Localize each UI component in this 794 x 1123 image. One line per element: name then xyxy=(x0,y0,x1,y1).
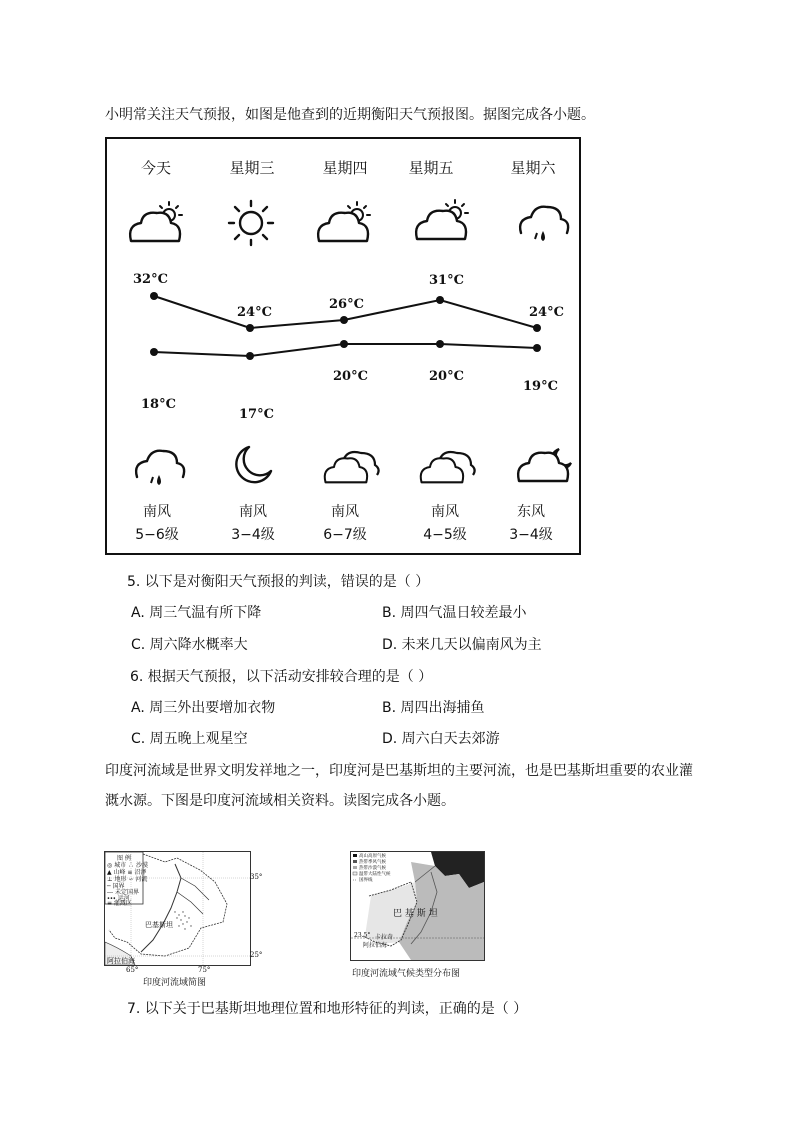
rain-icon xyxy=(136,451,184,485)
question-6-option-b[interactable]: B. 周四出海捕鱼 xyxy=(382,700,485,716)
map1-legend-item: ≡ 灌溉区 xyxy=(107,900,132,907)
question-5-stem: 5. 以下是对衡阳天气预报的判读，错误的是（ ） xyxy=(127,574,430,590)
low-temp-point-1 xyxy=(246,352,254,360)
cloudy-icon xyxy=(325,452,379,482)
map2-city-label: 卡拉奇 xyxy=(375,934,394,941)
high-temp-point-3 xyxy=(436,296,444,304)
wind-info-2 xyxy=(305,501,385,547)
weather-forecast-figure xyxy=(105,137,581,555)
question-5-option-c[interactable]: C. 周六降水概率大 xyxy=(131,637,248,653)
map1-sea-label: 阿拉伯海 xyxy=(107,957,135,965)
high-temp-point-4 xyxy=(533,324,541,332)
day-label-3: 星期五 xyxy=(408,159,454,177)
map1-lon-left: 65° xyxy=(126,966,139,974)
wind-direction: 南风 xyxy=(143,504,171,520)
wind-level: 3−4级 xyxy=(509,527,553,543)
high-temp-point-0 xyxy=(150,292,158,300)
map1-legend-item: ◎ 城市 ∴ 沙漠 xyxy=(107,862,148,869)
low-temp-line xyxy=(150,340,541,360)
partly-cloudy-icon xyxy=(416,200,468,239)
map2-legend-item: 热带沙漠气候 xyxy=(359,866,386,871)
low-temp-label-4: 19°C xyxy=(523,379,558,394)
map2-caption: 印度河流域气候类型分布图 xyxy=(352,969,461,979)
map1-legend-title: 图 例 xyxy=(117,855,131,862)
day-label-2: 星期四 xyxy=(322,159,368,177)
map1-lat-top: 35° xyxy=(250,873,263,881)
map1-legend-item: ─ 国界 xyxy=(107,883,125,890)
low-temp-point-3 xyxy=(436,340,444,348)
moon-icon xyxy=(236,447,271,482)
map1-legend-item: ⊥ 地形 ∽ 河流 xyxy=(107,876,148,883)
high-temp-label-2: 26°C xyxy=(329,297,364,312)
map1-caption: 印度河流域简图 xyxy=(143,978,207,988)
map1-legend-item: --- 未定国界 xyxy=(107,889,139,896)
wind-info-1 xyxy=(213,501,293,547)
question-5-option-d[interactable]: D. 未来几天以偏南风为主 xyxy=(382,637,542,653)
question-6-option-a[interactable]: A. 周三外出要增加衣物 xyxy=(131,700,276,716)
map1-legend-item: ∙∙∙ 运河 xyxy=(107,895,130,902)
map2-legend-item: 高山高原气候 xyxy=(359,854,386,859)
wind-info-4 xyxy=(491,501,571,547)
wind-level: 3−4级 xyxy=(231,527,275,543)
wind-level: 5−6级 xyxy=(135,527,179,543)
low-temp-point-0 xyxy=(150,348,158,356)
map1-lat-bottom: 25° xyxy=(250,951,263,959)
low-temp-label-0: 18°C xyxy=(141,397,176,412)
intro-paragraph-1: 小明常关注天气预报，如图是他查到的近期衡阳天气预报图。据图完成各小题。 xyxy=(105,107,595,123)
wind-info-0 xyxy=(117,501,197,547)
map2-legend-item: 国界线 xyxy=(359,878,373,883)
partly-cloudy-icon xyxy=(130,202,182,241)
wind-direction: 南风 xyxy=(431,504,459,520)
day-label-0: 今天 xyxy=(140,159,171,177)
low-temp-label-3: 20°C xyxy=(429,369,464,384)
map2-sea-label: 阿拉伯海 xyxy=(363,942,388,949)
indus-climate-map xyxy=(350,851,485,961)
map1-legend-item: ▲ 山峰 ≡ 沼泽 xyxy=(107,869,147,876)
wind-direction: 南风 xyxy=(239,504,267,520)
map2-lat-label: 23.5° xyxy=(354,932,371,939)
cloudy-icon xyxy=(421,452,475,482)
indus-basin-map xyxy=(104,851,251,966)
day-label-4: 星期六 xyxy=(510,159,556,177)
high-temp-point-1 xyxy=(246,324,254,332)
high-temp-label-0: 32°C xyxy=(133,272,168,287)
wind-info-3 xyxy=(405,501,485,547)
high-temp-point-2 xyxy=(340,316,348,324)
low-temp-label-2: 20°C xyxy=(333,369,368,384)
weather-icons-and-lines xyxy=(107,139,579,553)
high-temp-label-3: 31°C xyxy=(429,273,464,288)
question-6-stem: 6. 根据天气预报，以下活动安排较合理的是（ ） xyxy=(130,669,433,685)
question-5-option-a[interactable]: A. 周三气温有所下降 xyxy=(131,605,262,621)
low-temp-point-2 xyxy=(340,340,348,348)
high-temp-label-1: 24°C xyxy=(237,305,272,320)
wind-direction: 南风 xyxy=(331,504,359,520)
map1-country-label: 巴基斯坦 xyxy=(145,921,173,929)
low-temp-point-4 xyxy=(533,344,541,352)
wind-level: 6−7级 xyxy=(323,527,367,543)
wind-level: 4−5级 xyxy=(423,527,467,543)
question-7-stem: 7. 以下关于巴基斯坦地理位置和地形特征的判读，正确的是（ ） xyxy=(127,1001,528,1017)
sun-icon xyxy=(229,201,273,245)
question-6-option-d[interactable]: D. 周六白天去郊游 xyxy=(382,731,500,747)
map2-country-label: 巴 基 斯 坦 xyxy=(393,909,438,919)
day-label-1: 星期三 xyxy=(229,159,275,177)
high-temp-label-4: 24°C xyxy=(529,305,564,320)
intro-paragraph-2-line-2: 溉水源。下图是印度河流域相关资料。读图完成各小题。 xyxy=(105,793,455,809)
rain-icon xyxy=(520,207,568,241)
cloudy-moon-icon xyxy=(518,449,571,481)
low-temp-label-1: 17°C xyxy=(239,407,274,422)
wind-direction: 东风 xyxy=(517,504,545,520)
map2-legend-item: 热带季风气候 xyxy=(359,860,386,865)
map2-legend-item: 温带大陆性气候 xyxy=(359,872,391,877)
partly-cloudy-icon xyxy=(318,202,370,241)
map1-lon-right: 75° xyxy=(198,966,211,974)
intro-paragraph-2-line-1: 印度河流域是世界文明发祥地之一，印度河是巴基斯坦的主要河流，也是巴基斯坦重要的农业灌 xyxy=(105,763,693,779)
question-5-option-b[interactable]: B. 周四气温日较差最小 xyxy=(382,605,527,621)
question-6-option-c[interactable]: C. 周五晚上观星空 xyxy=(131,731,248,747)
